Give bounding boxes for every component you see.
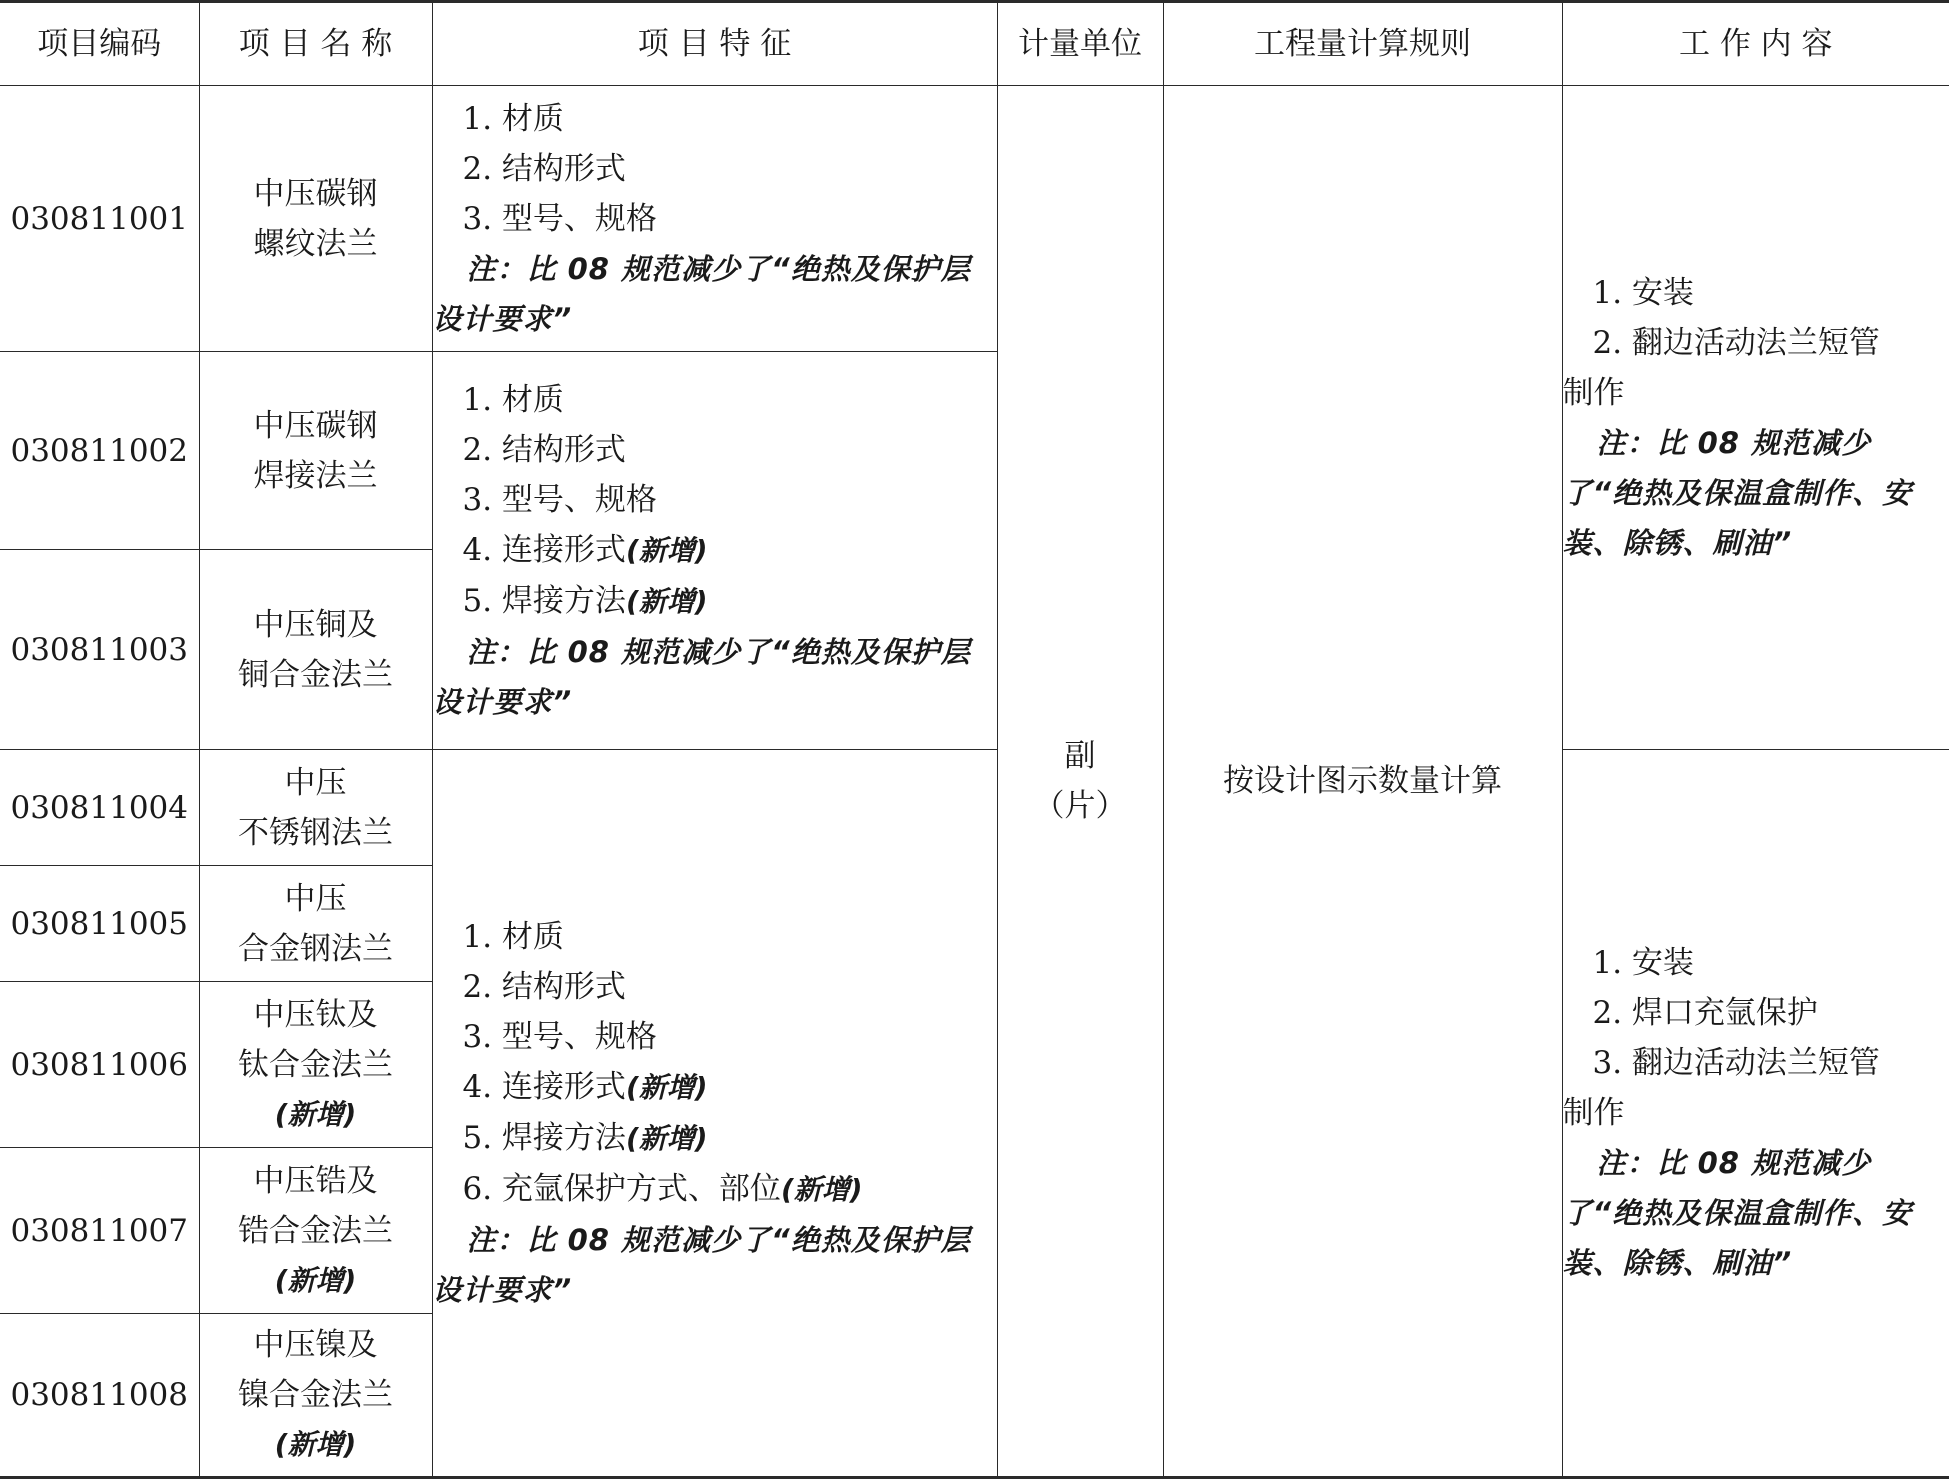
feature-item: 3. 型号、规格 [462, 1018, 657, 1055]
item-name-line: 钛合金法兰 [238, 1046, 393, 1083]
feature-item: 2. 结构形式 [462, 150, 626, 187]
item-name-line: 中压碳钢 [253, 175, 378, 212]
item-name-line: 锆合金法兰 [238, 1212, 393, 1249]
item-code: 030811005 [0, 866, 199, 982]
item-name-line: 合金钢法兰 [238, 930, 393, 967]
item-name [199, 550, 432, 750]
item-name [199, 866, 432, 982]
item-name-line: 中压 [284, 880, 347, 917]
item-features [432, 352, 997, 750]
feature-item [433, 1062, 997, 1113]
feature-item: 3. 型号、规格 [462, 481, 657, 518]
work-content [1562, 86, 1949, 750]
work-item: 3. 翻边活动法兰短管 [1592, 1045, 1880, 1081]
item-code: 030811003 [0, 550, 199, 750]
new-tag: (新增) [625, 533, 708, 567]
item-name [199, 1148, 432, 1314]
item-name [199, 1314, 432, 1478]
item-name [199, 86, 432, 352]
feature-item-text: 5. 焊接方法 [462, 1119, 626, 1156]
item-features [432, 86, 997, 352]
header-row [0, 2, 1949, 86]
item-code: 030811007 [0, 1148, 199, 1314]
new-tag: (新增) [625, 1070, 708, 1104]
feature-item-text: 4. 连接形式 [462, 531, 626, 568]
feature-item-text: 6. 充氩保护方式、部位 [462, 1170, 781, 1207]
feature-note: 注：比 08 规范减少了“绝热及保护层设计要求” [432, 1222, 971, 1307]
item-name-line: 中压铜及 [253, 606, 378, 643]
item-name-line: 中压钛及 [253, 996, 378, 1033]
work-item: 2. 焊口充氩保护 [1592, 995, 1818, 1031]
unit-main: 副 [1064, 738, 1096, 774]
header-name: 项 目 名 称 [199, 2, 432, 86]
feature-note: 注：比 08 规范减少了“绝热及保护层设计要求” [432, 251, 971, 336]
item-code: 030811008 [0, 1314, 199, 1478]
work-note: 注：比 08 规范减少了“绝热及保温盒制作、安装、除锈、刷油” [1562, 1146, 1913, 1280]
header-code: 项目编码 [0, 2, 199, 86]
header-features: 项 目 特 征 [432, 2, 997, 86]
feature-item: 2. 结构形式 [462, 431, 626, 468]
item-features [432, 750, 997, 1478]
work-continuation: 制作 [1562, 374, 1625, 411]
item-code: 030811001 [0, 86, 199, 352]
item-code: 030811002 [0, 352, 199, 550]
work-note: 注：比 08 规范减少了“绝热及保温盒制作、安装、除锈、刷油” [1562, 425, 1913, 560]
item-name [199, 982, 432, 1148]
header-unit: 计量单位 [997, 2, 1163, 86]
item-name-line: 中压 [284, 764, 347, 801]
new-tag: (新增) [625, 1121, 708, 1155]
item-name-line: 铜合金法兰 [238, 656, 393, 693]
rule-cell: 按设计图示数量计算 [1163, 86, 1562, 1478]
feature-note: 注：比 08 规范减少了“绝热及保护层设计要求” [432, 634, 971, 719]
table-row [0, 86, 1949, 352]
work-item: 1. 安装 [1592, 945, 1694, 981]
feature-item [433, 1164, 997, 1215]
work-item: 2. 翻边活动法兰短管 [1592, 324, 1880, 361]
new-tag: (新增) [274, 1428, 357, 1461]
header-work: 工 作 内 容 [1562, 2, 1949, 86]
feature-item: 1. 材质 [462, 918, 564, 955]
feature-item: 1. 材质 [462, 100, 564, 137]
feature-item [433, 576, 997, 627]
feature-item-text: 5. 焊接方法 [462, 582, 626, 619]
item-name-line: 中压锆及 [253, 1162, 378, 1199]
new-tag: (新增) [274, 1263, 357, 1297]
feature-item [433, 1113, 997, 1164]
work-item: 1. 安装 [1592, 274, 1694, 311]
feature-item [433, 525, 997, 576]
item-name [199, 352, 432, 550]
table-row [0, 750, 1949, 866]
new-tag: (新增) [625, 584, 708, 618]
item-code: 030811004 [0, 750, 199, 866]
item-name-line: 螺纹法兰 [253, 225, 378, 262]
item-name [199, 750, 432, 866]
work-continuation: 制作 [1562, 1095, 1625, 1131]
item-name-line: 中压镍及 [253, 1327, 378, 1363]
header-rule: 工程量计算规则 [1163, 2, 1562, 86]
feature-item-text: 4. 连接形式 [462, 1068, 626, 1105]
work-content [1562, 750, 1949, 1478]
item-name-line: 焊接法兰 [253, 457, 378, 494]
new-tag: (新增) [780, 1172, 863, 1206]
item-name-line: 不锈钢法兰 [238, 814, 393, 851]
new-tag: (新增) [274, 1097, 357, 1131]
item-name-line: 中压碳钢 [253, 407, 378, 444]
unit-cell [997, 86, 1163, 1478]
feature-item: 1. 材质 [462, 381, 564, 418]
unit-alt: （片） [1033, 788, 1127, 824]
feature-item: 3. 型号、规格 [462, 200, 657, 237]
item-name-line: 镍合金法兰 [238, 1377, 393, 1413]
feature-item: 2. 结构形式 [462, 968, 626, 1005]
item-code: 030811006 [0, 982, 199, 1148]
